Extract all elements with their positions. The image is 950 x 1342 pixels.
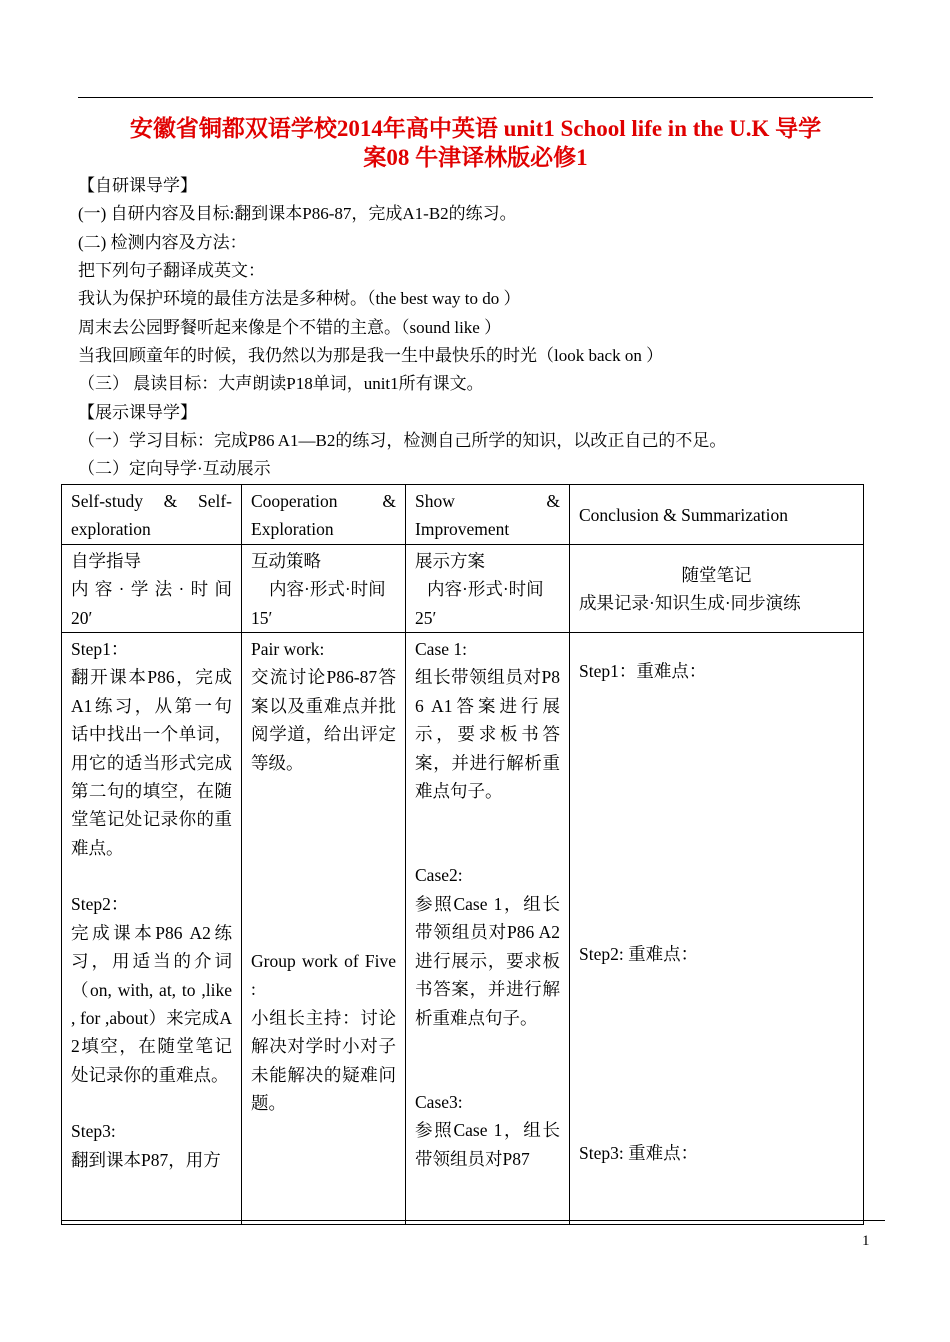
note-step3: Step3: 重难点： (579, 1142, 699, 1163)
subheader-notes: 随堂笔记 成果记录·知识生成·同步演练 (570, 544, 864, 632)
case1-label: Case 1: (415, 639, 468, 660)
intro-item-1: (一) 自研内容及目标:翻到课本P86-87，完成A1-B2的练习。 (78, 204, 517, 223)
subheader-show: 展示方案 内容·形式·时间 25′ (406, 544, 570, 632)
page-number: 1 (862, 1233, 870, 1249)
header-self-study: Self-study & Self- exploration (62, 485, 242, 545)
step2-label: Step2： (71, 894, 129, 915)
document-title-line2: 案08 牛津译林版必修1 (363, 145, 588, 170)
cooperation-strategies (242, 633, 406, 1225)
header-conclusion: Conclusion & Summarization (570, 485, 864, 545)
header-cooperation: Cooperation & Exploration (242, 485, 406, 545)
display-heading: 【展示课导学】 (78, 403, 197, 422)
subheader-self-study: 自学指导 内容·学法·时间 20′ (62, 544, 242, 632)
intro-item-3: （三） 晨读目标：大声朗读P18单词，unit1所有课文。 (78, 374, 484, 393)
guidance-table (61, 484, 864, 1225)
case3-text: 参照Case 1，组长带领组员对P87 (415, 1120, 560, 1169)
group-work-label: Group work of Five : (251, 951, 396, 1000)
self-study-heading: 【自研课导学】 (78, 176, 197, 195)
display-item-2: （二）定向导学·互动展示 (78, 459, 271, 478)
note-step1: Step1：重难点： (579, 661, 707, 682)
translate-sentence-3: 当我回顾童年的时候，我仍然以为那是我一生中最快乐的时光（look back on ） (78, 346, 664, 365)
show-cases (406, 633, 570, 1225)
translate-instruction: 把下列句子翻译成英文： (78, 261, 265, 280)
case2-label: Case2: (415, 865, 463, 886)
group-work-text: 小组长主持：讨论解决对学时小对子未能解决的疑难问题。 (251, 1007, 396, 1114)
display-item-1: （一）学习目标：完成P86 A1—B2的练习，检测自己所学的知识，以改正自己的不足。 (78, 431, 727, 450)
header-show: Show & Improvement (406, 485, 570, 545)
subheader-cooperation: 互动策略 内容·形式·时间 15′ (242, 544, 406, 632)
translate-sentence-2: 周末去公园野餐听起来像是个不错的主意。（sound like ） (78, 318, 502, 337)
footer-rule (61, 1220, 885, 1221)
step3-label: Step3: (71, 1121, 116, 1142)
step1-text: 翻开课本P86，完成A1练习，从第一句话中找出一个单词，用它的适当形式完成第二句的填空，在随堂笔记处记录你的重难点。 (71, 667, 232, 858)
step2-text: 完成课本P86 A2练习，用适当的介词（on, with, at, to ,like , for ,about）来完成A2填空，在随堂笔记处记录你的重难点。 (71, 922, 232, 1085)
step3-text: 翻到课本P87，用方 (71, 1149, 221, 1170)
pair-work-text: 交流讨论P86-87答案以及重难点并批阅学道，给出评定等级。 (251, 667, 396, 773)
case1-text: 组长带领组员对P86 A1答案进行展示，要求板书答案，并进行解析重难点句子。 (415, 667, 560, 802)
class-notes (570, 633, 864, 1225)
pair-work-label: Pair work: (251, 639, 325, 660)
intro-item-2: (二) 检测内容及方法： (78, 233, 247, 252)
translate-sentence-1: 我认为保护环境的最佳方法是多种树。（the best way to do ） (78, 289, 521, 308)
document-title-line1: 安徽省铜都双语学校2014年高中英语 unit1 School life in the U.K 导学 (129, 116, 822, 141)
note-step2: Step2: 重难点： (579, 944, 699, 965)
table-subheader-row (62, 544, 864, 632)
case2-text: 参照Case 1，组长带领组员对P86 A2进行展示，要求板书答案，并进行解析重难点句子。 (415, 893, 560, 1028)
table-header-row (62, 485, 864, 545)
step1-label: Step1： (71, 639, 129, 660)
self-study-steps (62, 633, 242, 1225)
case3-label: Case3: (415, 1091, 463, 1112)
table-body-row (62, 633, 864, 1225)
header-rule (78, 97, 873, 98)
